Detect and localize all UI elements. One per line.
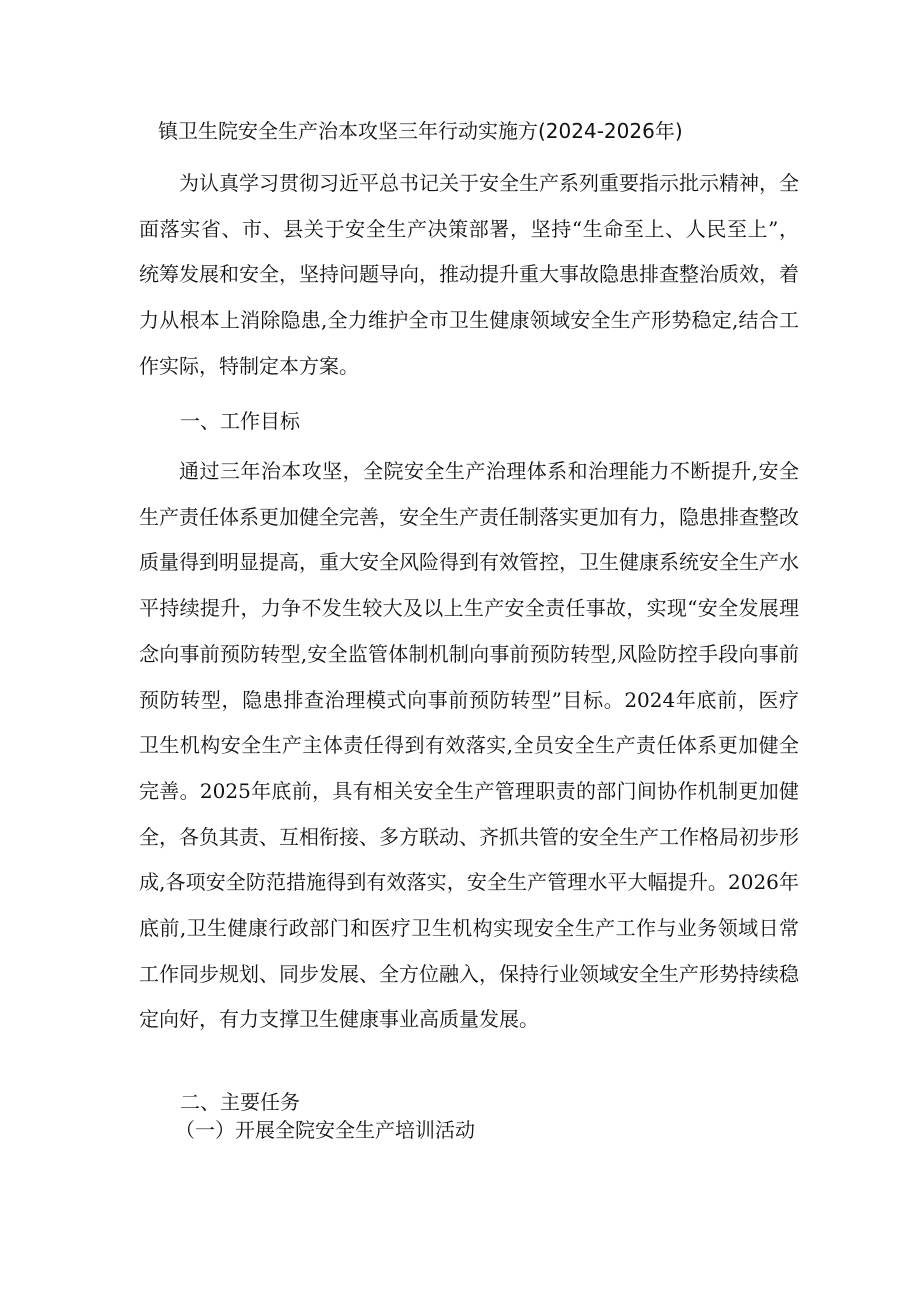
- subsection-heading-training: （一）开展全院安全生产培训活动: [175, 1118, 475, 1142]
- intro-paragraph: 为认真学习贯彻习近平总书记关于安全生产系列重要指示批示精神，全面落实省、市、县关于安全生产决策部署，坚持“生命至上、人民至上”，统筹发展和安全，坚持问题导向，推动提升重大事故隐患排查整治质效，着力从根本上消除隐患,全力维护全市卫生健康领域安全生产形势稳定,结合工作实际，特制定本方案。: [139, 171, 799, 378]
- section-heading-main-tasks: 二、主要任务: [180, 1090, 300, 1114]
- section-heading-goals: 一、工作目标: [180, 409, 300, 433]
- goals-paragraph: 通过三年治本攻坚，全院安全生产治理体系和治理能力不断提升,安全生产责任体系更加健全完善，安全生产责任制落实更加有力，隐患排查整改质量得到明显提高，重大安全风险得到有效管控，卫生健康系统安全生产水平持续提升，力争不发生较大及以上生产安全责任事故，实现“安全发展理念向事前预防转型,安全监管体制机制向事前预防转型,风险防控手段向事前预防转型，隐患排查治理模式向事前预防转型”目标。2024年底前，医疗卫生机构安全生产主体责任得到有效落实,全员安全生产责任体系更加健全完善。2025年底前，具有相关安全生产管理职责的部门间协作机制更加健全，各负其责、互相衔接、多方联动、齐抓共管的安全生产工作格局初步形成,各项安全防范措施得到有效落实，安全生产管理水平大幅提升。2026年底前,卫生健康行政部门和医疗卫生机构实现安全生产工作与业务领域日常工作同步规划、同步发展、全方位融入，保持行业领域安全生产形势持续稳定向好，有力支撑卫生健康事业高质量发展。: [139, 459, 799, 1032]
- document-title: 镇卫生院安全生产治本攻坚三年行动实施方(2024-2026年): [158, 119, 683, 143]
